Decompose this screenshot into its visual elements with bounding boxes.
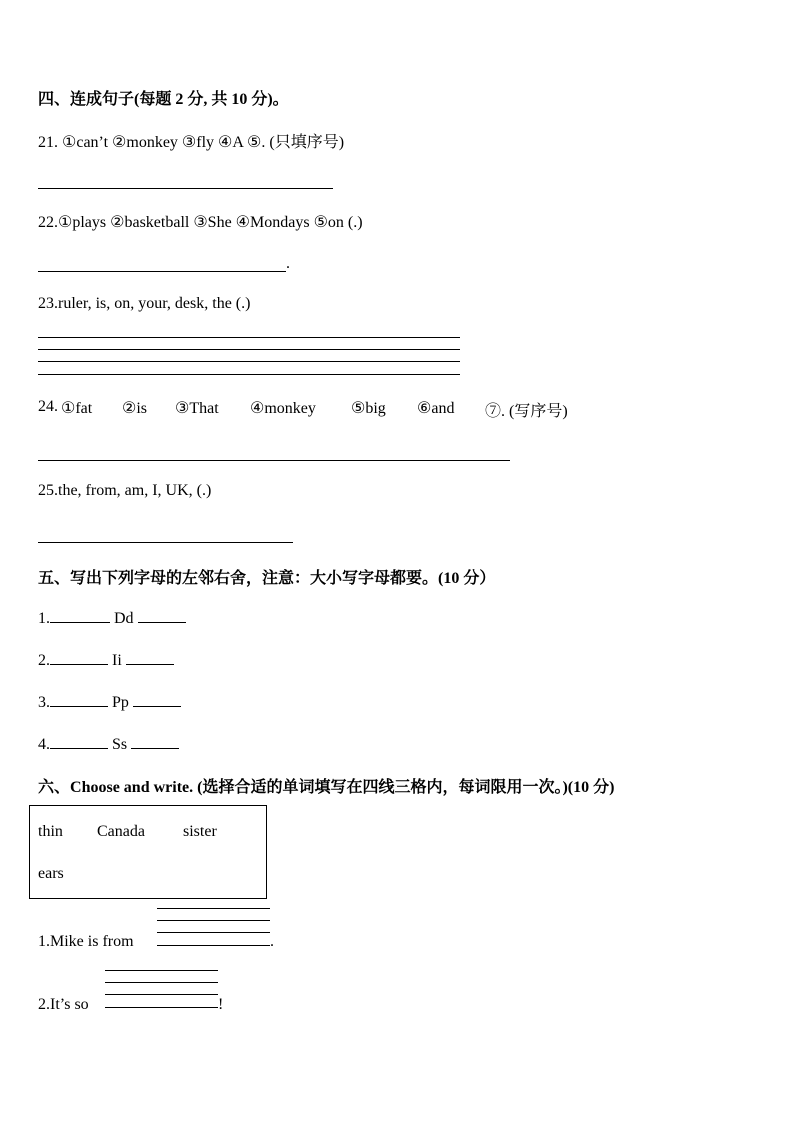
question-22-period: .: [286, 255, 290, 272]
left-neighbor-blank[interactable]: [50, 692, 108, 707]
letter-given: Ss: [112, 736, 128, 753]
word-bank-word: ears: [38, 865, 64, 882]
letter-item-2: [38, 650, 174, 670]
word-bank-word: thin: [38, 823, 63, 840]
letter-item-4: [38, 734, 179, 754]
left-neighbor-blank[interactable]: [50, 650, 108, 665]
letter-item-number: 3.: [38, 694, 50, 711]
right-neighbor-blank[interactable]: [131, 734, 179, 749]
question-23: 23.ruler, is, on, your, desk, the (.): [38, 295, 251, 312]
question-24-item: ⑤big: [351, 400, 386, 417]
letter-given: Ii: [112, 652, 122, 669]
letter-item-number: 1.: [38, 610, 50, 627]
section5-title: 五、写出下列字母的左邻右舍，注意：大小写字母都要。(10 分）: [38, 570, 496, 587]
section6-title: [38, 774, 614, 797]
section6-title-en: Choose and write.: [70, 779, 194, 796]
letter-item-3: [38, 692, 181, 712]
left-neighbor-blank[interactable]: [50, 608, 110, 623]
letter-given: Pp: [112, 694, 129, 711]
letter-given: Dd: [114, 610, 134, 627]
answer-line-21[interactable]: [38, 188, 333, 189]
letter-item-number: 2.: [38, 652, 50, 669]
question-24-item: ①fat: [61, 400, 93, 417]
question-24-item: ⑦. (写序号): [485, 403, 568, 420]
right-neighbor-blank[interactable]: [138, 608, 186, 623]
question-21: 21. ①can’t ②monkey ③fly ④A ⑤. (只填序号): [38, 134, 345, 151]
left-neighbor-blank[interactable]: [50, 734, 108, 749]
letter-item-number: 4.: [38, 736, 50, 753]
answer-line-22[interactable]: [38, 271, 286, 272]
word-bank-box: [29, 805, 267, 899]
answer-line-24[interactable]: [38, 460, 510, 461]
letter-item-1: [38, 608, 186, 628]
question-6-2-exclaim: !: [218, 996, 224, 1013]
question-24-item: ②is: [122, 400, 148, 417]
answer-line-25[interactable]: [38, 542, 293, 543]
right-neighbor-blank[interactable]: [126, 650, 174, 665]
word-bank-word: sister: [183, 823, 217, 840]
question-24-item: ⑥and: [417, 400, 455, 417]
section6-title-cn: (选择合适的单词填写在四线三格内，每词限用一次。)(10 分): [193, 779, 615, 796]
question-6-2: 2.It’s so: [38, 996, 89, 1013]
section6-title-prefix: 六、: [38, 779, 71, 796]
right-neighbor-blank[interactable]: [133, 692, 181, 707]
question-24-item: ④monkey: [250, 400, 316, 417]
question-6-1-period: .: [270, 933, 274, 950]
question-6-1: 1.Mike is from: [38, 933, 134, 950]
section4-title: 四、连成句子(每题 2 分, 共 10 分)。: [38, 91, 289, 108]
question-24-number: 24.: [38, 398, 58, 415]
question-22: 22.①plays ②basketball ③She ④Mondays ⑤on (.): [38, 214, 363, 231]
question-24-item: ③That: [175, 400, 219, 417]
word-bank-word: Canada: [97, 823, 145, 840]
question-25: 25.the, from, am, I, UK, (.): [38, 482, 212, 499]
